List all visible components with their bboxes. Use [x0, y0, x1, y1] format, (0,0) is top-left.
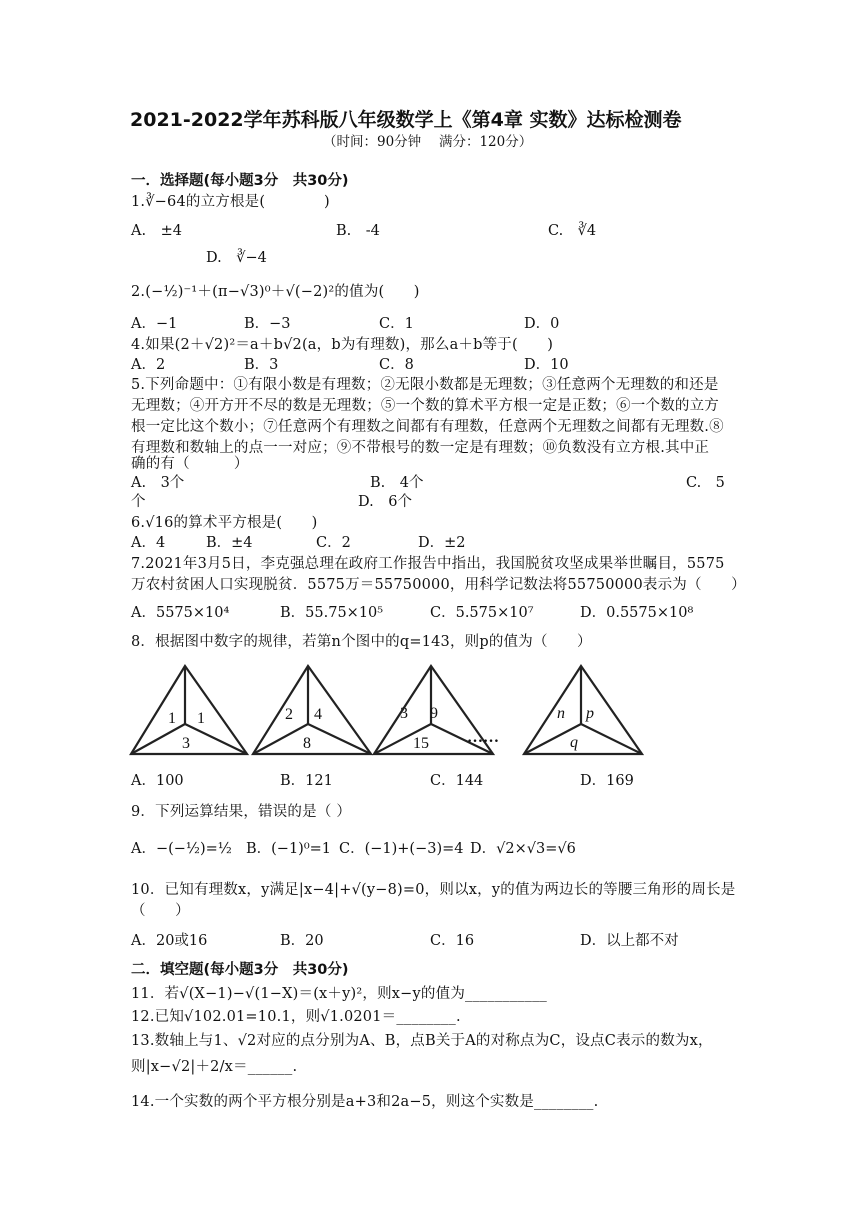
- question-14-stem: 14.一个实数的两个平方根分别是a+3和2a−5，则这个实数是________.: [131, 1094, 599, 1110]
- triangle-3-left-number: 3: [400, 705, 408, 722]
- question-5-line-3: 根一定比这个数小；⑦任意两个有理数之间都有有理数，任意两个无理数之间都有无理数.⑧: [131, 419, 724, 435]
- question-1-option-c: C. ∛4: [548, 223, 597, 239]
- question-5-line-5: 确的有（ ）: [131, 456, 249, 472]
- triangle-2-left-number: 2: [285, 706, 293, 723]
- question-10-option-c: C．16: [430, 933, 475, 949]
- question-2-option-b: B．−3: [244, 316, 291, 332]
- question-1-stem: 1.∛−64的立方根是( ): [131, 194, 330, 210]
- question-5-option-a: A. 3个: [131, 475, 185, 491]
- question-9-option-a: A．−(−½)=½: [131, 841, 232, 857]
- question-10-line-2: （ ）: [131, 903, 190, 919]
- section-heading-fill-in: 二．填空题(每小题3分 共30分): [131, 962, 349, 978]
- question-4-option-b: B．3: [244, 357, 279, 373]
- triangle-1-left-number: 1: [168, 710, 176, 727]
- question-7-option-a: A．5575×10⁴: [131, 605, 230, 621]
- triangle-pattern-figure: [125, 662, 765, 762]
- question-4-option-d: D．10: [524, 357, 569, 373]
- triangle-n-right-label: p: [586, 705, 594, 722]
- question-2-option-d: D．0: [524, 316, 560, 332]
- question-5-line-4: 有理数和数轴上的点一一对应；⑨不带根号的数一定是有理数；⑩负数没有立方根.其中正: [131, 440, 710, 456]
- question-7-option-b: B．55.75×10⁵: [280, 605, 384, 621]
- question-1-option-b: B. -4: [336, 223, 380, 239]
- triangle-n-bottom-label: q: [570, 734, 578, 751]
- question-10-option-a: A．20或16: [131, 933, 208, 949]
- question-4-option-c: C．8: [379, 357, 414, 373]
- question-5-option-d: D. 6个: [358, 494, 412, 510]
- question-9-option-b: B．(−1)⁰=1: [246, 841, 332, 857]
- question-7-option-c: C．5.575×10⁷: [430, 605, 534, 621]
- question-8-option-c: C．144: [430, 773, 484, 789]
- triangle-1-right-number: 1: [197, 710, 205, 727]
- question-6-option-d: D．±2: [418, 535, 466, 551]
- question-10-line-1: 10．已知有理数x，y满足|x−4|+√(y−8)=0，则以x，y的值为两边长的等腰三角形的周长是: [131, 882, 736, 898]
- question-2-stem: 2.(−½)⁻¹＋(π−√3)⁰＋√(−2)²的值为( ): [131, 284, 420, 300]
- triangle-3-bottom-number: 15: [413, 735, 429, 752]
- question-6-option-b: B．±4: [206, 535, 253, 551]
- pattern-ellipsis: ……: [467, 729, 499, 746]
- question-9-option-c: C．(−1)+(−3)=4: [339, 841, 464, 857]
- question-5-option-c: C. 5: [686, 475, 725, 491]
- question-10-option-d: D．以上都不对: [580, 933, 679, 949]
- question-5-option-c-cont: 个: [131, 494, 146, 510]
- question-4-option-a: A．2: [131, 357, 166, 373]
- question-5-option-b: B. 4个: [370, 475, 424, 491]
- question-4-stem: 4.如果(2＋√2)²＝a＋b√2(a，b为有理数)，那么a＋b等于( ): [131, 337, 554, 353]
- question-2-option-c: C．1: [379, 316, 414, 332]
- triangle-n-left-label: n: [557, 705, 565, 722]
- question-11-stem: 11．若√(X−1)−√(1−X)＝(x＋y)²，则x−y的值为___________: [131, 986, 547, 1002]
- page-title: 2021-2022学年苏科版八年级数学上《第4章 实数》达标检测卷: [130, 109, 682, 131]
- question-8-stem: 8．根据图中数字的规律，若第n个图中的q=143，则p的值为（ ）: [131, 634, 592, 650]
- triangle-2-outline: [253, 666, 371, 754]
- question-1-option-d: D. ∛−4: [206, 250, 267, 266]
- question-7-line-2: 万农村贫困人口实现脱贫．5575万＝55750000，用科学记数法将55750000表示为（ ）: [131, 577, 746, 593]
- question-6-stem: 6.√16的算术平方根是( ): [131, 515, 318, 531]
- question-12-stem: 12.已知√102.01=10.1，则√1.0201＝________.: [131, 1009, 461, 1025]
- question-5-line-1: 5.下列命题中：①有限小数是有理数；②无限小数都是无理数；③任意两个无理数的和还是: [131, 377, 719, 393]
- page-subtitle: （时间：90分钟 满分：120分）: [323, 134, 533, 150]
- question-7-line-1: 7.2021年3月5日，李克强总理在政府工作报告中指出，我国脱贫攻坚成果举世瞩目，5575: [131, 556, 725, 572]
- question-5-line-2: 无理数；④开方开不尽的数是无理数；⑤一个数的算术平方根一定是正数；⑥一个数的立方: [131, 398, 719, 414]
- section-heading-choice: 一．选择题(每小题3分 共30分): [131, 173, 349, 189]
- triangle-2-right-number: 4: [314, 706, 322, 723]
- question-10-option-b: B．20: [280, 933, 324, 949]
- question-6-option-c: C．2: [316, 535, 351, 551]
- triangle-2-bottom-number: 8: [303, 735, 311, 752]
- question-8-option-a: A．100: [131, 773, 184, 789]
- question-13-line-2: 则|x−√2|＋2/x＝______.: [131, 1059, 298, 1075]
- question-8-option-b: B．121: [280, 773, 333, 789]
- question-7-option-d: D．0.5575×10⁸: [580, 605, 694, 621]
- question-13-line-1: 13.数轴上与1、√2对应的点分别为A、B，点B关于A的对称点为C，设点C表示的数为x，: [131, 1033, 713, 1049]
- question-6-option-a: A．4: [131, 535, 166, 551]
- triangle-3-right-number: 9: [430, 705, 438, 722]
- question-1-option-a: A. ±4: [131, 223, 182, 239]
- triangle-1-bottom-number: 3: [182, 735, 190, 752]
- question-2-option-a: A．−1: [131, 316, 178, 332]
- question-9-option-d: D．√2×√3=√6: [470, 841, 576, 857]
- triangle-n-outline: [524, 666, 642, 754]
- question-8-option-d: D．169: [580, 773, 634, 789]
- question-9-stem: 9．下列运算结果，错误的是（ ）: [131, 804, 352, 820]
